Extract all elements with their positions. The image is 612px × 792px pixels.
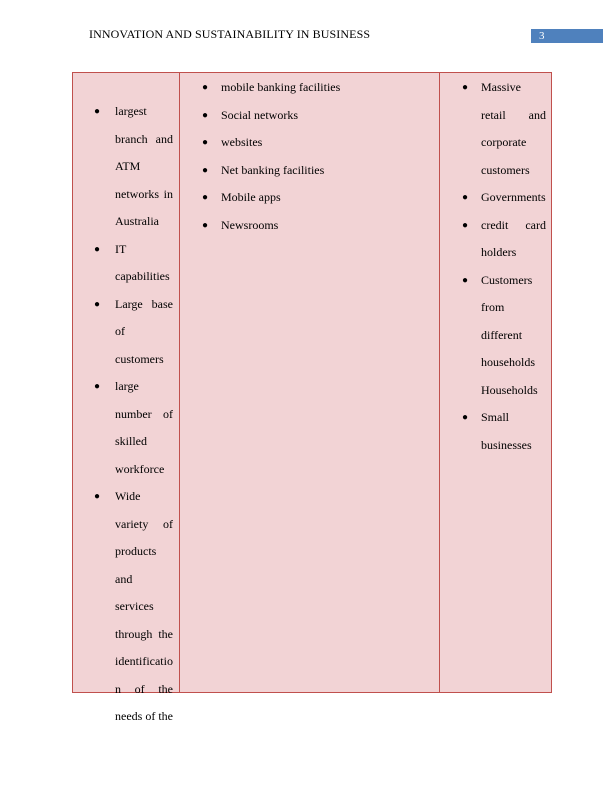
list-item-line: products [115, 544, 157, 558]
list-item-line: IT [115, 241, 127, 256]
list-item-line: number of [115, 406, 173, 421]
list-item [73, 236, 179, 291]
bullet-icon: ● [462, 412, 469, 423]
list-item-line: Australia [115, 214, 159, 228]
resources-list [73, 73, 179, 731]
list-item-line: corporate [481, 135, 527, 149]
list-item [440, 184, 551, 212]
list-item-line: ATM [115, 159, 141, 173]
list-item-line: Customers [481, 272, 533, 287]
bullet-icon: ● [462, 82, 469, 93]
bullet-icon: ● [462, 219, 469, 231]
bullet-icon: ● [94, 491, 101, 502]
list-item-line: credit card [481, 217, 546, 232]
list-item-text [481, 404, 546, 459]
list-item-text: Net banking facilities [221, 162, 325, 177]
list-item-text [481, 212, 546, 267]
bullet-icon: ● [94, 243, 101, 255]
list-item-line: large [115, 379, 139, 393]
list-item-line: of [115, 324, 125, 338]
list-item [180, 212, 439, 240]
bullet-icon: ● [94, 381, 101, 392]
list-item-line: largest [115, 104, 147, 118]
list-item-text [115, 373, 173, 483]
list-item-line: holders [481, 245, 517, 259]
list-item-text [481, 184, 546, 212]
channels-list [180, 73, 439, 239]
list-item-line: needs of the [115, 709, 173, 723]
list-item [73, 291, 179, 374]
bullet-icon: ● [202, 164, 209, 176]
list-item-line: Small [481, 410, 510, 424]
list-item [180, 129, 439, 157]
bullet-icon: ● [94, 106, 101, 117]
list-item-text: Newsrooms [221, 217, 279, 232]
customer-segments-list [440, 73, 551, 459]
page-number-badge: 3 [531, 29, 603, 43]
list-item-text: websites [221, 135, 263, 149]
table-column-resources [73, 73, 180, 723]
list-item [440, 404, 551, 459]
bullet-icon: ● [462, 274, 469, 286]
list-item [73, 483, 179, 731]
list-item [440, 267, 551, 405]
table-column-channels [180, 73, 440, 692]
list-item-text [115, 236, 173, 291]
list-item-line: Large base [115, 296, 173, 311]
bullet-icon: ● [94, 298, 101, 310]
list-item [73, 373, 179, 483]
running-header-title: INNOVATION AND SUSTAINABILITY IN BUSINESS [89, 27, 371, 41]
list-item [440, 74, 551, 184]
list-item-line: workforce [115, 461, 165, 476]
list-item-line: retail and [481, 107, 546, 122]
list-item-line: different [481, 327, 523, 342]
list-item-text: Mobile apps [221, 190, 281, 204]
list-item-text [115, 98, 173, 236]
bullet-icon: ● [202, 192, 209, 203]
list-item-text: mobile banking facilities [221, 80, 341, 94]
list-item-line: capabilities [115, 269, 170, 283]
bullet-icon: ● [202, 219, 209, 231]
bullet-icon: ● [202, 137, 209, 148]
list-item-line: customers [481, 162, 530, 177]
list-item-text [481, 74, 546, 184]
list-item-line: Households [481, 382, 538, 397]
list-item-line: skilled [115, 434, 147, 448]
bullet-icon: ● [202, 82, 209, 93]
bullet-icon: ● [462, 192, 469, 203]
list-item-text [481, 267, 546, 405]
list-item [440, 212, 551, 267]
list-item-line: businesses [481, 437, 532, 452]
list-item-line: from [481, 300, 505, 314]
list-item-line: Massive [481, 80, 521, 94]
table-column-customer-segments [440, 73, 551, 692]
list-item-line: Wide [115, 489, 141, 503]
content-table [72, 72, 552, 723]
list-item-line: n of the [115, 681, 173, 696]
list-item-text [115, 291, 173, 374]
list-item-line: identificatio [115, 654, 173, 668]
list-item-line: Governments [481, 190, 546, 204]
list-item [180, 74, 439, 102]
list-item [180, 157, 439, 185]
list-item-line: households [481, 355, 535, 369]
list-item [180, 102, 439, 130]
list-item-line: and services [115, 571, 154, 613]
list-item [73, 98, 179, 236]
list-item-text: Social networks [221, 107, 298, 122]
list-item-text [115, 483, 173, 731]
list-item-line: networks in [115, 186, 173, 201]
list-item [180, 184, 439, 212]
bullet-icon: ● [202, 109, 209, 121]
list-item-line: through the [115, 626, 173, 641]
list-item-line: variety of [115, 516, 173, 531]
list-item-line: customers [115, 351, 164, 366]
list-item-line: branch and [115, 131, 173, 146]
